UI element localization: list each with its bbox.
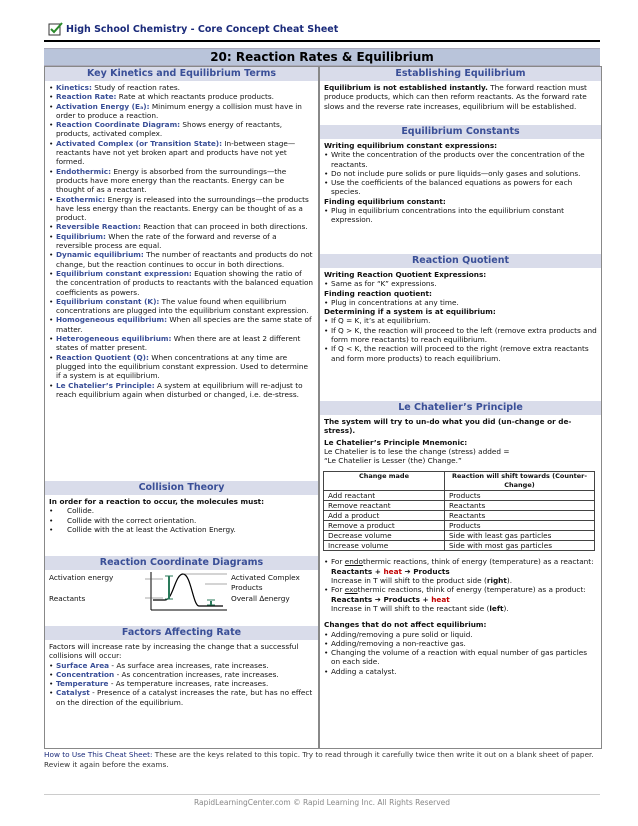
collision-theory-section [45, 481, 318, 534]
change-cell: Remove reactant [324, 501, 445, 511]
constants-list [324, 150, 597, 196]
change-cell: Decrease volume [324, 531, 445, 541]
constants-section [320, 125, 601, 225]
mnemonic-text: Le Chatelier is to lese the change (stress) added = [324, 446, 510, 456]
le-chatelier-table [323, 471, 595, 551]
table-header-change: Change made [324, 472, 445, 491]
copyright-footer: RapidLearningCenter.com © Rapid Learning Inc. All Rights Reserved [44, 794, 600, 807]
left-column [44, 66, 319, 749]
establishing-section [320, 67, 601, 111]
list-item: • Changing the volume of a reaction with equal number of gas particles on each side. [324, 648, 597, 667]
topic-title: 20: Reaction Rates & Equilibrium [44, 48, 600, 66]
le-chatelier-lead: The system will try to un-do what you did (un-change or de-stress). [324, 417, 572, 436]
rcd-section [45, 556, 318, 616]
establishing-text: The forward reaction must produce products, which can then reform reactants. As the forward rate slows and the reverse rate increases, equilibrium will be established. [324, 83, 587, 111]
table-row [324, 521, 595, 531]
establishing-heading: Establishing Equilibrium [320, 67, 601, 81]
products-label: Products [231, 583, 263, 592]
factors-lead: Factors will increase rate by increasing the change that a successful collisions will occur: [49, 642, 299, 661]
table-row [324, 511, 595, 521]
how-to-use-label: How to Use This Cheat Sheet: [44, 750, 153, 759]
activation-energy-label: Activation energy [49, 573, 114, 582]
constants-heading: Equilibrium Constants [320, 125, 601, 139]
right-column [319, 66, 602, 749]
table-row [324, 541, 595, 551]
shift-cell: Reactants [445, 511, 595, 521]
le-chatelier-section [320, 401, 601, 676]
how-to-use-text: These are the keys related to this topic. Try to read through it carefully twice then write it out on a blank sheet of paper. Review it again before the exams. [44, 750, 594, 769]
term-item: • Equilibrium: When the rate of the forward and reverse of a reversible process are equal. [49, 232, 314, 251]
activated-complex-label: Activated Complex [231, 573, 300, 582]
quotient-section [320, 254, 601, 363]
factors-rate-section [45, 626, 318, 707]
list-item: • Adding/removing a non-reactive gas. [324, 639, 597, 648]
sheet-title: High School Chemistry - Core Concept Cheat Sheet [66, 24, 339, 35]
quotient-find-heading: Finding reaction quotient: [324, 288, 432, 298]
shift-cell: Side with least gas particles [445, 531, 595, 541]
change-cell: Increase volume [324, 541, 445, 551]
collision-theory-heading: Collision Theory [45, 481, 318, 495]
term-item: • Dynamic equilibrium: The number of reactants and products do not change, but the reaction continues to occur in both directions. [49, 250, 314, 269]
list-item: • If Q < K, the reaction will proceed to the right (remove extra reactants and form more products) to reach equilibrium. [324, 344, 597, 363]
shift-cell: Side with most gas particles [445, 541, 595, 551]
term-item: • Endothermic: Energy is absorbed from the surroundings—the products have more energy than the reactants. Energy can be thought of as a reactant. [49, 167, 314, 195]
exothermic-item: • For exothermic reactions, think of energy (temperature) as a product: Reactants ➔ Products + heat Increase in T will shift to the reactant side (left). [324, 585, 597, 613]
no-effect-list [324, 630, 597, 676]
quotient-det-list [324, 316, 597, 362]
change-cell: Add reactant [324, 491, 445, 501]
list-item: • Collide with the at least the Activation Energy. [49, 525, 314, 534]
change-cell: Remove a product [324, 521, 445, 531]
list-item: • If Q = K, it’s at equilibrium. [324, 316, 597, 325]
list-item: • Adding a catalyst. [324, 667, 597, 676]
term-item: • Equilibrium constant expression: Equation showing the ratio of the concentration of products to reactants with the balanced equation coefficients as powers. [49, 269, 314, 297]
checklist-icon [48, 21, 64, 37]
term-item: • Reversible Reaction: Reaction that can proceed in both directions. [49, 222, 314, 231]
shift-cell: Products [445, 521, 595, 531]
rcd-heading: Reaction Coordinate Diagrams [45, 556, 318, 570]
shift-cell: Products [445, 491, 595, 501]
list-item: • Plug in concentrations at any time. [324, 298, 597, 307]
top-banner [44, 20, 600, 42]
temperature-list [324, 557, 597, 613]
reaction-coordinate-diagram [45, 570, 318, 616]
overall-energy-label: Overall ∆energy [231, 594, 290, 603]
constant-find-heading: Finding equilibrium constant: [324, 196, 446, 206]
factor-item: • Surface Area - As surface area increases, rate increases. [49, 661, 314, 670]
reactants-label: Reactants [49, 594, 86, 603]
table-header-shift: Reaction will shift towards (Counter-Change) [445, 472, 595, 491]
list-item: • Collide. [49, 506, 314, 515]
collision-list [49, 506, 314, 534]
quotient-lead: Writing Reaction Quotient Expressions: [324, 270, 487, 279]
table-row [324, 491, 595, 501]
list-item: • Use the coefficients of the balanced equations as powers for each species. [324, 178, 597, 197]
list-item: • Same as for “K” expressions. [324, 279, 597, 288]
list-item: • If Q > K, the reaction will proceed to the left (remove extra products and form more reactants) to reach equilibrium. [324, 326, 597, 345]
table-row [324, 501, 595, 511]
term-item: • Activation Energy (Eₐ): Minimum energy a collision must have in order to produce a reaction. [49, 102, 314, 121]
factors-rate-heading: Factors Affecting Rate [45, 626, 318, 640]
le-chatelier-heading: Le Chatelier’s Principle [320, 401, 601, 415]
key-terms-list [49, 83, 314, 399]
term-item: • Equilibrium constant (K): The value found when equilibrium concentrations are plugged into the equilibrium constant expression. [49, 297, 314, 316]
term-item: • Heterogeneous equilibrium: When there are at least 2 different states of matter present. [49, 334, 314, 353]
term-item: • Reaction Rate: Rate at which reactants produce products. [49, 92, 314, 101]
term-item: • Homogeneous equilibrium: When all species are the same state of matter. [49, 315, 314, 334]
term-item: • Activated Complex (or Transition State): In-between stage—reactants have not yet broken apart and products have not yet formed. [49, 139, 314, 167]
mnemonic-title: Le Chatelier’s Principle Mnemonic: [324, 437, 468, 447]
list-item: • Write the concentration of the products over the concentration of the reactants. [324, 150, 597, 169]
key-terms-heading: Key Kinetics and Equilibrium Terms [45, 67, 318, 81]
change-cell: Add a product [324, 511, 445, 521]
quotient-det-heading: Determining if a system is at equilibrium: [324, 307, 496, 317]
quotient-heading: Reaction Quotient [320, 254, 601, 268]
energy-curve-graphic [143, 570, 229, 614]
term-item: • Reaction Quotient (Q): When concentrations at any time are plugged into the equilibrium constant expression. Used to determine if a system is at equilibrium. [49, 353, 314, 381]
term-item: • Kinetics: Study of reaction rates. [49, 83, 314, 92]
factor-item: • Concentration - As concentration increases, rate increases. [49, 670, 314, 679]
constants-lead: Writing equilibrium constant expressions: [324, 141, 498, 150]
factor-item: • Catalyst - Presence of a catalyst increases the rate, but has no effect on the direction of the equilibrium. [49, 688, 314, 707]
list-item: • Adding/removing a pure solid or liquid. [324, 630, 597, 639]
list-item: • Plug in equilibrium concentrations into the equilibrium constant expression. [324, 206, 597, 225]
how-to-use-note [44, 750, 600, 770]
key-terms-section [45, 67, 318, 399]
endothermic-item: • For endothermic reactions, think of energy (temperature) as a reactant: Reactants + heat ➔ Products Increase in T will shift to the product side (right). [324, 557, 597, 585]
table-row [324, 531, 595, 541]
no-effect-heading: Changes that do not affect equilibrium: [324, 620, 487, 630]
term-item: • Reaction Coordinate Diagram: Shows energy of reactants, products, activated complex. [49, 120, 314, 139]
factors-list [49, 661, 314, 707]
list-item: • Do not include pure solids or pure liquids—only gases and solutions. [324, 169, 597, 178]
list-item: • Collide with the correct orientation. [49, 516, 314, 525]
collision-lead: In order for a reaction to occur, the molecules must: [49, 497, 265, 506]
mnemonic-quote: “Le Chatelier is Lesser (the) Change.” [324, 456, 462, 466]
factor-item: • Temperature - As temperature increases, rate increases. [49, 679, 314, 688]
term-item: • Le Chatelier’s Principle: A system at equilibrium will re-adjust to reach equilibrium again when disturbed or changed, i.e. de-stress. [49, 381, 314, 400]
shift-cell: Reactants [445, 501, 595, 511]
establishing-lead: Equilibrium is not established instantly. [324, 83, 488, 92]
term-item: • Exothermic: Energy is released into the surroundings—the products have less energy than the reactants. Energy can be thought of as a product. [49, 195, 314, 223]
